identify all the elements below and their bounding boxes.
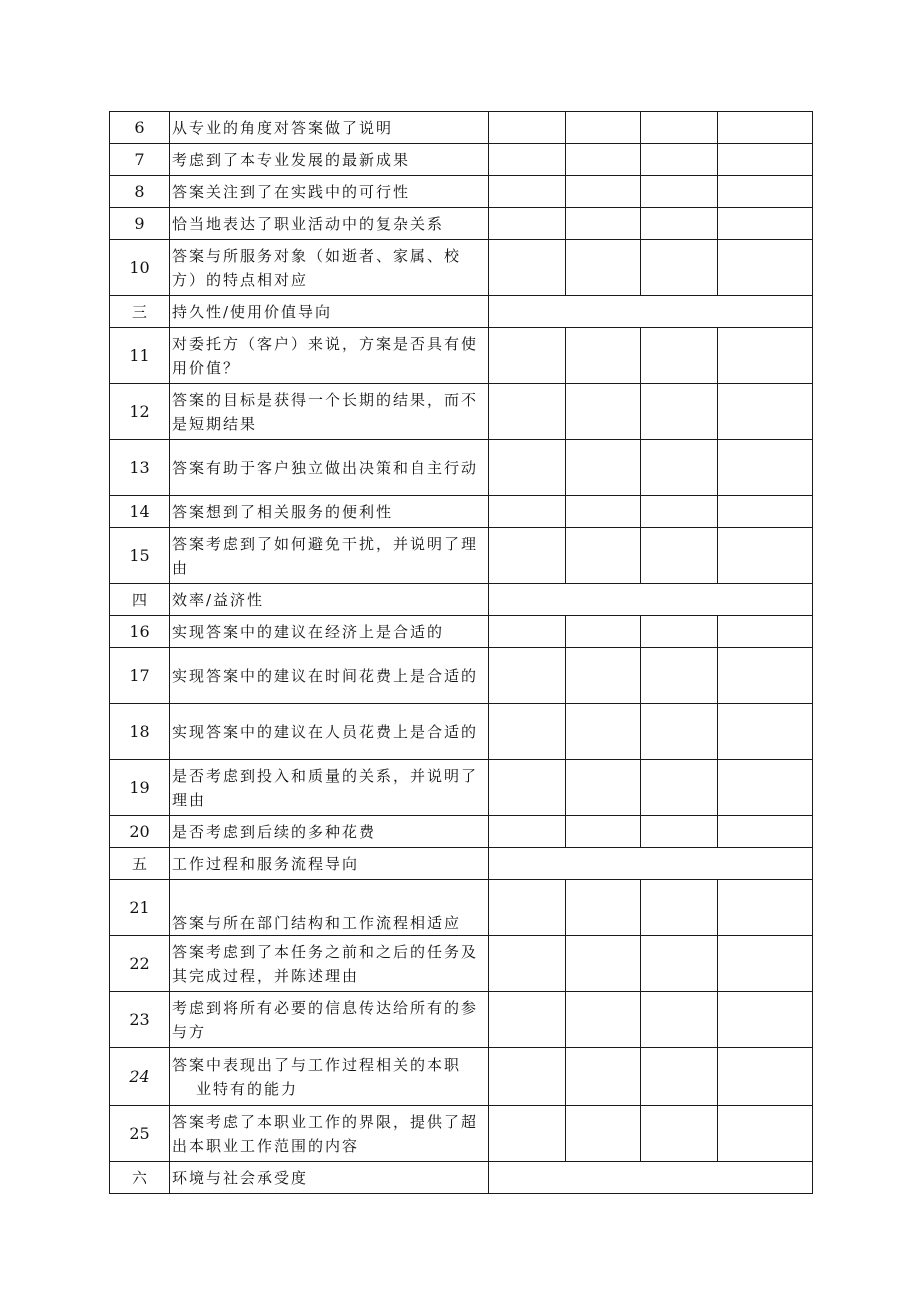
- table-row: [110, 112, 813, 144]
- section-number: 四: [110, 584, 170, 616]
- score-cell[interactable]: [489, 816, 566, 848]
- item-criterion: 是否考虑到后续的多种花费: [170, 816, 489, 848]
- score-cell[interactable]: [641, 112, 718, 144]
- item-criterion: [170, 1048, 489, 1106]
- score-cell[interactable]: [641, 880, 718, 936]
- item-criterion: 答案想到了相关服务的便利性: [170, 496, 489, 528]
- score-cell[interactable]: [718, 496, 813, 528]
- section-title: 效率/益济性: [170, 584, 489, 616]
- table-row: [110, 704, 813, 760]
- item-number: 10: [110, 240, 170, 296]
- score-cell[interactable]: [718, 328, 813, 384]
- section-title: 环境与社会承受度: [170, 1162, 489, 1194]
- score-cell[interactable]: [566, 112, 641, 144]
- table-row: [110, 1048, 813, 1106]
- item-number: 14: [110, 496, 170, 528]
- score-cell[interactable]: [566, 208, 641, 240]
- table-row: [110, 760, 813, 816]
- score-cell[interactable]: [641, 1106, 718, 1162]
- score-cell[interactable]: [641, 440, 718, 496]
- score-cell[interactable]: [566, 1106, 641, 1162]
- score-cell[interactable]: [641, 992, 718, 1048]
- section-number: 六: [110, 1162, 170, 1194]
- section-number: 五: [110, 848, 170, 880]
- score-cell[interactable]: [718, 760, 813, 816]
- score-cell[interactable]: [566, 528, 641, 584]
- section-blank-cell: [489, 296, 813, 328]
- score-cell[interactable]: [566, 496, 641, 528]
- item-number: 23: [110, 992, 170, 1048]
- item-number: 16: [110, 616, 170, 648]
- score-cell[interactable]: [641, 528, 718, 584]
- item-criterion: 从专业的角度对答案做了说明: [170, 112, 489, 144]
- score-cell[interactable]: [641, 648, 718, 704]
- table-row: [110, 816, 813, 848]
- section-title: 持久性/使用价值导向: [170, 296, 489, 328]
- item-criterion: 考虑到将所有必要的信息传达给所有的参与方: [170, 992, 489, 1048]
- score-cell[interactable]: [489, 176, 566, 208]
- evaluation-table: [109, 111, 813, 1194]
- item-criterion: 答案有助于客户独立做出决策和自主行动: [170, 440, 489, 496]
- section-blank-cell: [489, 848, 813, 880]
- table-row: [110, 208, 813, 240]
- item-number: 7: [110, 144, 170, 176]
- item-number: 11: [110, 328, 170, 384]
- score-cell[interactable]: [489, 1048, 566, 1106]
- score-cell[interactable]: [641, 144, 718, 176]
- score-cell[interactable]: [489, 616, 566, 648]
- table-row: [110, 440, 813, 496]
- score-cell[interactable]: [641, 496, 718, 528]
- score-cell[interactable]: [566, 328, 641, 384]
- item-number: 22: [110, 936, 170, 992]
- score-cell[interactable]: [718, 648, 813, 704]
- table-row: [110, 328, 813, 384]
- table-row: [110, 496, 813, 528]
- item-criterion: 实现答案中的建议在时间花费上是合适的: [170, 648, 489, 704]
- item-number: 6: [110, 112, 170, 144]
- score-cell[interactable]: [718, 880, 813, 936]
- score-cell[interactable]: [489, 704, 566, 760]
- item-criterion: 恰当地表达了职业活动中的复杂关系: [170, 208, 489, 240]
- criterion-line-2: 业特有的能力: [196, 1079, 299, 1098]
- section-row: [110, 296, 813, 328]
- score-cell[interactable]: [641, 176, 718, 208]
- score-cell[interactable]: [489, 936, 566, 992]
- score-cell[interactable]: [566, 936, 641, 992]
- item-number: 13: [110, 440, 170, 496]
- item-number: 12: [110, 384, 170, 440]
- score-cell[interactable]: [641, 616, 718, 648]
- item-criterion: 是否考虑到投入和质量的关系，并说明了理由: [170, 760, 489, 816]
- score-cell[interactable]: [641, 1048, 718, 1106]
- score-cell[interactable]: [489, 208, 566, 240]
- score-cell[interactable]: [641, 208, 718, 240]
- score-cell[interactable]: [718, 992, 813, 1048]
- item-criterion: 对委托方（客户）来说，方案是否具有使用价值？: [170, 328, 489, 384]
- score-cell[interactable]: [489, 440, 566, 496]
- item-criterion: 实现答案中的建议在人员花费上是合适的: [170, 704, 489, 760]
- score-cell[interactable]: [566, 704, 641, 760]
- score-cell[interactable]: [566, 816, 641, 848]
- table-row: [110, 240, 813, 296]
- score-cell[interactable]: [566, 760, 641, 816]
- score-cell[interactable]: [718, 144, 813, 176]
- item-criterion: 答案考虑到了本任务之前和之后的任务及其完成过程，并陈述理由: [170, 936, 489, 992]
- item-criterion: 答案的目标是获得一个长期的结果，而不是短期结果: [170, 384, 489, 440]
- score-cell[interactable]: [566, 1048, 641, 1106]
- item-number: 24: [110, 1048, 170, 1106]
- score-cell[interactable]: [489, 992, 566, 1048]
- score-cell[interactable]: [718, 112, 813, 144]
- table-row: [110, 992, 813, 1048]
- score-cell[interactable]: [489, 240, 566, 296]
- table-row: [110, 144, 813, 176]
- item-criterion: 考虑到了本专业发展的最新成果: [170, 144, 489, 176]
- score-cell[interactable]: [641, 328, 718, 384]
- criterion-line-1: 答案中表现出了与工作过程相关的本职: [172, 1055, 462, 1074]
- score-cell[interactable]: [718, 816, 813, 848]
- item-criterion: 答案与所在部门结构和工作流程相适应: [170, 880, 489, 936]
- section-blank-cell: [489, 1162, 813, 1194]
- score-cell[interactable]: [489, 384, 566, 440]
- score-cell[interactable]: [566, 240, 641, 296]
- item-number: 8: [110, 176, 170, 208]
- score-cell[interactable]: [718, 208, 813, 240]
- score-cell[interactable]: [718, 704, 813, 760]
- item-criterion: 答案关注到了在实践中的可行性: [170, 176, 489, 208]
- item-number: 9: [110, 208, 170, 240]
- section-number: 三: [110, 296, 170, 328]
- score-cell[interactable]: [641, 240, 718, 296]
- table-row: [110, 880, 813, 936]
- item-criterion: 答案考虑了本职业工作的界限，提供了超出本职业工作范围的内容: [170, 1106, 489, 1162]
- score-cell[interactable]: [489, 880, 566, 936]
- score-cell[interactable]: [641, 704, 718, 760]
- score-cell[interactable]: [718, 1106, 813, 1162]
- score-cell[interactable]: [566, 992, 641, 1048]
- item-criterion: 答案考虑到了如何避免干扰，并说明了理由: [170, 528, 489, 584]
- score-cell[interactable]: [641, 760, 718, 816]
- score-cell[interactable]: [566, 176, 641, 208]
- score-cell[interactable]: [489, 328, 566, 384]
- table-row: [110, 1106, 813, 1162]
- section-blank-cell: [489, 584, 813, 616]
- score-cell[interactable]: [489, 112, 566, 144]
- section-title: 工作过程和服务流程导向: [170, 848, 489, 880]
- item-criterion: 实现答案中的建议在经济上是合适的: [170, 616, 489, 648]
- score-cell[interactable]: [489, 648, 566, 704]
- score-cell[interactable]: [718, 528, 813, 584]
- score-cell[interactable]: [566, 648, 641, 704]
- score-cell[interactable]: [718, 176, 813, 208]
- score-cell[interactable]: [489, 1106, 566, 1162]
- score-cell[interactable]: [566, 144, 641, 176]
- table-row: [110, 176, 813, 208]
- section-row: [110, 584, 813, 616]
- table-row: [110, 528, 813, 584]
- score-cell[interactable]: [489, 144, 566, 176]
- section-row: [110, 1162, 813, 1194]
- item-number: 25: [110, 1106, 170, 1162]
- score-cell[interactable]: [718, 1048, 813, 1106]
- item-number: 15: [110, 528, 170, 584]
- item-number: 17: [110, 648, 170, 704]
- table-row: [110, 384, 813, 440]
- item-number: 21: [110, 880, 170, 936]
- score-cell[interactable]: [566, 384, 641, 440]
- score-cell[interactable]: [566, 440, 641, 496]
- score-cell[interactable]: [489, 528, 566, 584]
- score-cell[interactable]: [718, 240, 813, 296]
- item-number: 20: [110, 816, 170, 848]
- table-row: [110, 648, 813, 704]
- score-cell[interactable]: [718, 384, 813, 440]
- item-number: 18: [110, 704, 170, 760]
- section-row: [110, 848, 813, 880]
- score-cell[interactable]: [718, 936, 813, 992]
- table-row: [110, 936, 813, 992]
- score-cell[interactable]: [641, 384, 718, 440]
- score-cell[interactable]: [718, 440, 813, 496]
- score-cell[interactable]: [641, 816, 718, 848]
- table-row: [110, 616, 813, 648]
- score-cell[interactable]: [489, 760, 566, 816]
- item-criterion: 答案与所服务对象（如逝者、家属、校方）的特点相对应: [170, 240, 489, 296]
- score-cell[interactable]: [489, 496, 566, 528]
- item-number: 19: [110, 760, 170, 816]
- score-cell[interactable]: [566, 880, 641, 936]
- score-cell[interactable]: [641, 936, 718, 992]
- score-cell[interactable]: [566, 616, 641, 648]
- score-cell[interactable]: [718, 616, 813, 648]
